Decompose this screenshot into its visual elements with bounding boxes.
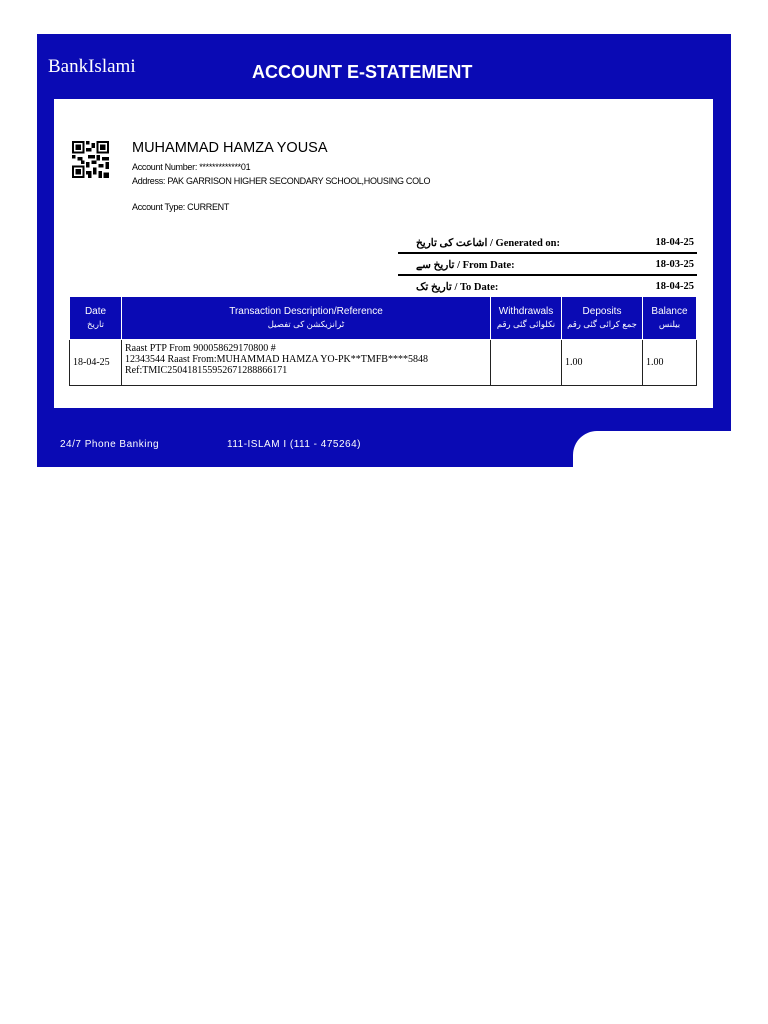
description-line-3: Ref:TMIC250418155952671288866171​ [125, 365, 288, 376]
table-row [70, 340, 697, 386]
col-header-description: Transaction Description/Reference ٹرانزیکشن کی تفصیل [122, 297, 491, 340]
generated-on-row [398, 232, 697, 254]
from-date-value: 18-03-25 [655, 259, 694, 270]
col-header-balance: Balance بیلنس [643, 297, 697, 340]
cell-withdrawal [491, 340, 562, 386]
footer-phone-number: 111-ISLAM I (111 - 475264) [227, 439, 361, 450]
footer-service-label: 24/7 Phone Banking [60, 439, 160, 450]
from-date-label: تاریخ سے / From Date: [416, 260, 515, 271]
table-header-row [70, 297, 697, 340]
cell-date: 18-04-25 [70, 340, 122, 386]
to-date-row [398, 276, 697, 296]
account-type: Account Type: CURRENT [132, 202, 230, 212]
col-header-deposits: Deposits جمع کرائی گئی رقم [562, 297, 643, 340]
qr-code-icon [72, 141, 109, 178]
description-line-2: 12343544 Raast From:MUHAMMAD HAMZA YO-PK**TMFB****5848 [125, 354, 428, 365]
cell-balance: 1.00 [643, 340, 697, 386]
brand-logo: BankIslami [48, 56, 136, 77]
page-title: ACCOUNT E-STATEMENT [252, 62, 473, 82]
col-header-date: Date تاریخ [70, 297, 122, 340]
cell-deposit: 1.00 [562, 340, 643, 386]
generated-on-label: اشاعت کی تاریخ / Generated on: [416, 238, 561, 249]
generated-on-value: 18-04-25 [655, 237, 694, 248]
from-date-row [398, 254, 697, 276]
col-header-withdrawals: Withdrawals نکلوائی گئی رقم [491, 297, 562, 340]
statement-panel [54, 99, 713, 408]
to-date-label: تاریخ تک / To Date: [416, 282, 499, 293]
statement-frame [37, 34, 731, 467]
account-number: Account Number: *************01 [132, 162, 251, 172]
transactions-table [69, 296, 697, 386]
description-line-1: Raast PTP From 900058629170800 # [125, 343, 276, 354]
account-holder-name: MUHAMMAD HAMZA YOUSA [132, 140, 328, 156]
cell-description [122, 340, 491, 386]
footer-corner-shape [573, 431, 731, 467]
to-date-value: 18-04-25 [655, 281, 694, 292]
account-address: Address: PAK GARRISON HIGHER SECONDARY SCHOOL,HOUSING COLO [132, 176, 431, 186]
